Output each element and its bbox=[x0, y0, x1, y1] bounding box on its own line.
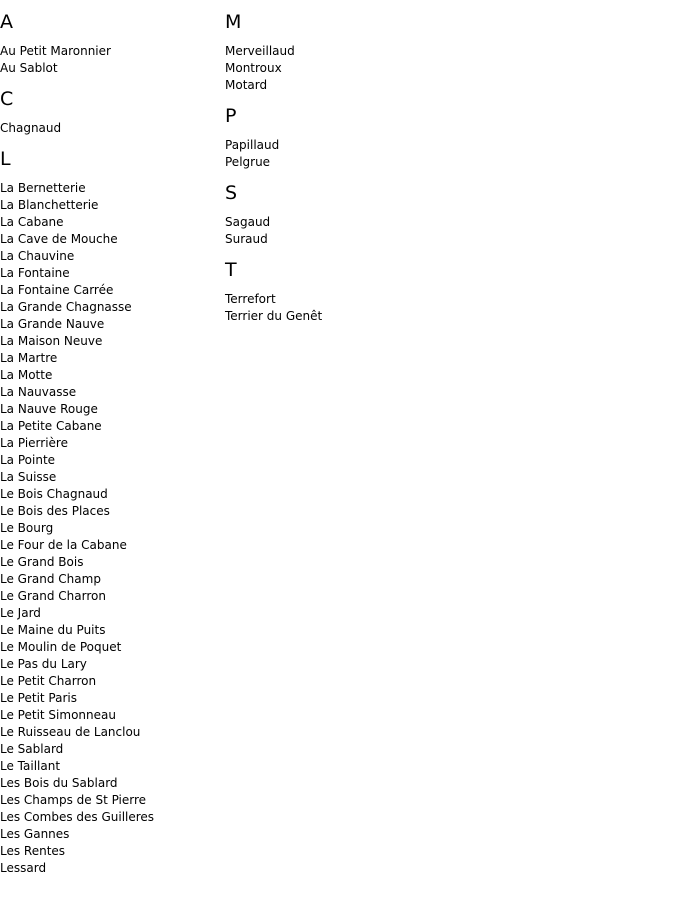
place-item-la-grande-nauve: La Grande Nauve bbox=[0, 317, 105, 331]
place-item-le-bourg: Le Bourg bbox=[0, 521, 54, 535]
letter-group-a bbox=[0, 10, 220, 77]
letter-heading: T bbox=[225, 259, 237, 281]
place-item-la-pointe: La Pointe bbox=[0, 453, 56, 467]
place-item-la-suisse: La Suisse bbox=[0, 470, 57, 484]
letter-group-l bbox=[0, 147, 220, 877]
place-item-la-grande-chagnasse: La Grande Chagnasse bbox=[0, 300, 132, 314]
letter-group-m bbox=[225, 10, 665, 94]
place-item-terrier-du-genet: Terrier du Genêt bbox=[225, 309, 323, 323]
place-item-le-four-de-la-cabane: Le Four de la Cabane bbox=[0, 538, 127, 552]
place-item-les-combes-des-guilleres: Les Combes des Guilleres bbox=[0, 810, 155, 824]
place-item-sagaud: Sagaud bbox=[225, 215, 271, 229]
right-column bbox=[225, 0, 665, 335]
place-item-les-bois-du-sablard: Les Bois du Sablard bbox=[0, 776, 118, 790]
place-list bbox=[0, 180, 220, 877]
place-item-le-taillant: Le Taillant bbox=[0, 759, 61, 773]
place-item-le-moulin-de-poquet: Le Moulin de Poquet bbox=[0, 640, 122, 654]
place-list bbox=[0, 120, 220, 137]
place-list bbox=[225, 214, 665, 248]
left-column bbox=[0, 0, 220, 887]
place-item-le-ruisseau-de-lanclou: Le Ruisseau de Lanclou bbox=[0, 725, 141, 739]
place-item-les-rentes: Les Rentes bbox=[0, 844, 66, 858]
place-item-le-maine-du-puits: Le Maine du Puits bbox=[0, 623, 106, 637]
letter-heading: S bbox=[225, 182, 238, 204]
place-item-au-sablot: Au Sablot bbox=[0, 61, 58, 75]
place-item-chagnaud: Chagnaud bbox=[0, 121, 62, 135]
place-item-terrefort: Terrefort bbox=[225, 292, 276, 306]
place-item-le-grand-bois: Le Grand Bois bbox=[0, 555, 84, 569]
place-item-au-petit-maronnier: Au Petit Maronnier bbox=[0, 44, 111, 58]
place-item-le-petit-paris: Le Petit Paris bbox=[0, 691, 77, 705]
letter-heading: A bbox=[0, 11, 13, 33]
place-item-la-fontaine: La Fontaine bbox=[0, 266, 70, 280]
letter-heading: P bbox=[225, 105, 237, 127]
place-item-la-pierriere: La Pierrière bbox=[0, 436, 68, 450]
letter-heading: M bbox=[225, 11, 242, 33]
place-item-la-fontaine-carree: La Fontaine Carrée bbox=[0, 283, 114, 297]
place-item-la-nauve-rouge: La Nauve Rouge bbox=[0, 402, 98, 416]
place-item-merveillaud: Merveillaud bbox=[225, 44, 295, 58]
place-item-la-chauvine: La Chauvine bbox=[0, 249, 75, 263]
place-list bbox=[0, 43, 220, 77]
letter-group-t bbox=[225, 258, 665, 325]
place-item-la-petite-cabane: La Petite Cabane bbox=[0, 419, 102, 433]
place-item-la-martre: La Martre bbox=[0, 351, 58, 365]
place-item-la-cabane: La Cabane bbox=[0, 215, 64, 229]
place-item-le-petit-charron: Le Petit Charron bbox=[0, 674, 97, 688]
place-list bbox=[225, 43, 665, 94]
place-item-la-maison-neuve: La Maison Neuve bbox=[0, 334, 103, 348]
place-item-les-gannes: Les Gannes bbox=[0, 827, 70, 841]
place-item-lessard: Lessard bbox=[0, 861, 47, 875]
place-item-le-petit-simonneau: Le Petit Simonneau bbox=[0, 708, 116, 722]
place-item-pelgrue: Pelgrue bbox=[225, 155, 271, 169]
place-item-le-bois-des-places: Le Bois des Places bbox=[0, 504, 110, 518]
place-item-la-blanchetterie: La Blanchetterie bbox=[0, 198, 99, 212]
letter-group-p bbox=[225, 104, 665, 171]
place-item-le-bois-chagnaud: Le Bois Chagnaud bbox=[0, 487, 108, 501]
place-item-montroux: Montroux bbox=[225, 61, 282, 75]
place-item-les-champs-de-st-pierre: Les Champs de St Pierre bbox=[0, 793, 147, 807]
letter-group-c bbox=[0, 87, 220, 137]
place-item-papillaud: Papillaud bbox=[225, 138, 280, 152]
letter-heading: C bbox=[0, 88, 14, 110]
place-item-le-grand-champ: Le Grand Champ bbox=[0, 572, 101, 586]
place-list bbox=[225, 291, 665, 325]
letter-group-s bbox=[225, 181, 665, 248]
place-item-la-cave-de-mouche: La Cave de Mouche bbox=[0, 232, 118, 246]
place-item-le-sablard: Le Sablard bbox=[0, 742, 64, 756]
place-item-le-pas-du-lary: Le Pas du Lary bbox=[0, 657, 87, 671]
place-item-suraud: Suraud bbox=[225, 232, 268, 246]
place-item-le-grand-charron: Le Grand Charron bbox=[0, 589, 106, 603]
letter-heading: L bbox=[0, 148, 11, 170]
place-item-la-nauvasse: La Nauvasse bbox=[0, 385, 77, 399]
place-item-le-jard: Le Jard bbox=[0, 606, 41, 620]
place-list bbox=[225, 137, 665, 171]
place-item-la-motte: La Motte bbox=[0, 368, 53, 382]
place-item-la-bernetterie: La Bernetterie bbox=[0, 181, 86, 195]
place-item-motard: Motard bbox=[225, 78, 268, 92]
